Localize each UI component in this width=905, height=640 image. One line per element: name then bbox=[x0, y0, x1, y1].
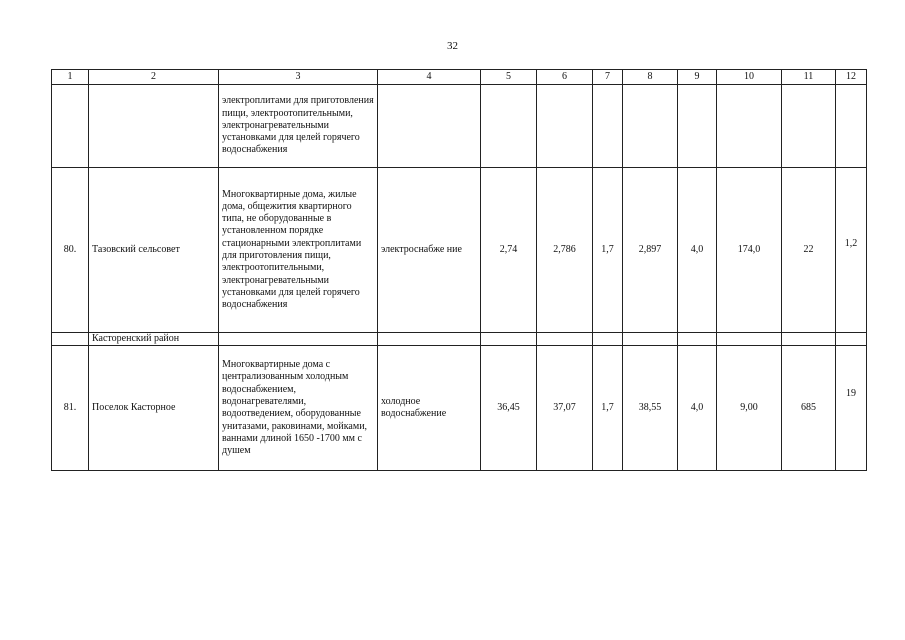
value-cell: 174,0 bbox=[717, 168, 782, 333]
column-header: 3 bbox=[219, 70, 378, 85]
cell-empty bbox=[678, 85, 717, 168]
cell-empty bbox=[537, 85, 593, 168]
value-cell: 1,7 bbox=[593, 168, 623, 333]
value-cell: 37,07 bbox=[537, 346, 593, 471]
cell-empty bbox=[717, 85, 782, 168]
column-header: 4 bbox=[378, 70, 481, 85]
table-row bbox=[52, 168, 867, 333]
column-header: 8 bbox=[623, 70, 678, 85]
cell-empty bbox=[782, 85, 836, 168]
value-cell: 38,55 bbox=[623, 346, 678, 471]
cell-empty bbox=[378, 85, 481, 168]
consumers-cell: электроплитами для приготовления пищи, электроотопительными, электронагревательными установками для целей горячего водоснабжения bbox=[219, 85, 378, 168]
value-text: 1,2 bbox=[844, 237, 858, 249]
column-header: 1 bbox=[52, 70, 89, 85]
value-cell-col12 bbox=[836, 168, 867, 333]
cell-empty bbox=[836, 333, 867, 346]
column-header: 9 bbox=[678, 70, 717, 85]
column-header: 7 bbox=[593, 70, 623, 85]
cell-empty bbox=[481, 333, 537, 346]
resource-cell: холодное водоснабжение bbox=[378, 346, 481, 471]
value-cell: 22 bbox=[782, 168, 836, 333]
cell-empty bbox=[537, 333, 593, 346]
column-header: 5 bbox=[481, 70, 537, 85]
cell-empty bbox=[678, 333, 717, 346]
cell-empty bbox=[481, 85, 537, 168]
value-cell: 2,897 bbox=[623, 168, 678, 333]
cell-empty bbox=[593, 85, 623, 168]
value-cell: 36,45 bbox=[481, 346, 537, 471]
settlement-name: Тазовский сельсовет bbox=[89, 168, 219, 333]
cell-empty bbox=[623, 333, 678, 346]
row-number: 81. bbox=[52, 346, 89, 471]
cell-empty bbox=[52, 85, 89, 168]
value-cell: 4,0 bbox=[678, 168, 717, 333]
value-cell: 2,74 bbox=[481, 168, 537, 333]
value-cell: 2,786 bbox=[537, 168, 593, 333]
value-text: 19 bbox=[846, 388, 856, 400]
cell-empty bbox=[219, 333, 378, 346]
header-row bbox=[52, 70, 867, 85]
tariff-table bbox=[51, 69, 867, 471]
column-header: 10 bbox=[717, 70, 782, 85]
district-name: Касторенский район bbox=[89, 333, 219, 346]
consumers-cell: Многоквартирные дома с централизованным холодным водоснабжением, водонагревателями, водоотведением, оборудованные унитазами, раковинами, мойками, ваннами длиной 1650 -1700 мм с душем bbox=[219, 346, 378, 471]
value-cell: 4,0 bbox=[678, 346, 717, 471]
table-row bbox=[52, 346, 867, 471]
cell-empty bbox=[378, 333, 481, 346]
page-number: 32 bbox=[447, 40, 458, 52]
cell-empty bbox=[89, 85, 219, 168]
cell-empty bbox=[593, 333, 623, 346]
resource-cell: электроснабже ние bbox=[378, 168, 481, 333]
value-cell: 9,00 bbox=[717, 346, 782, 471]
column-header: 12 bbox=[836, 70, 867, 85]
consumers-cell: Многоквартирные дома, жилые дома, общежития квартирного типа, не оборудованные в установленном порядке стационарными электроплитами для приготовления пищи, электроотопительными, электронагревательными установками для целей горячего водоснабжения bbox=[219, 168, 378, 333]
value-cell-col12 bbox=[836, 346, 867, 471]
cell-empty bbox=[623, 85, 678, 168]
row-number: 80. bbox=[52, 168, 89, 333]
cell-empty bbox=[717, 333, 782, 346]
value-cell: 685 bbox=[782, 346, 836, 471]
column-header: 2 bbox=[89, 70, 219, 85]
column-header: 11 bbox=[782, 70, 836, 85]
district-row bbox=[52, 333, 867, 346]
table-row-continuation bbox=[52, 85, 867, 168]
cell-empty bbox=[52, 333, 89, 346]
cell-empty bbox=[782, 333, 836, 346]
cell-empty bbox=[836, 85, 867, 168]
column-header: 6 bbox=[537, 70, 593, 85]
value-cell: 1,7 bbox=[593, 346, 623, 471]
settlement-name: Поселок Касторное bbox=[89, 346, 219, 471]
